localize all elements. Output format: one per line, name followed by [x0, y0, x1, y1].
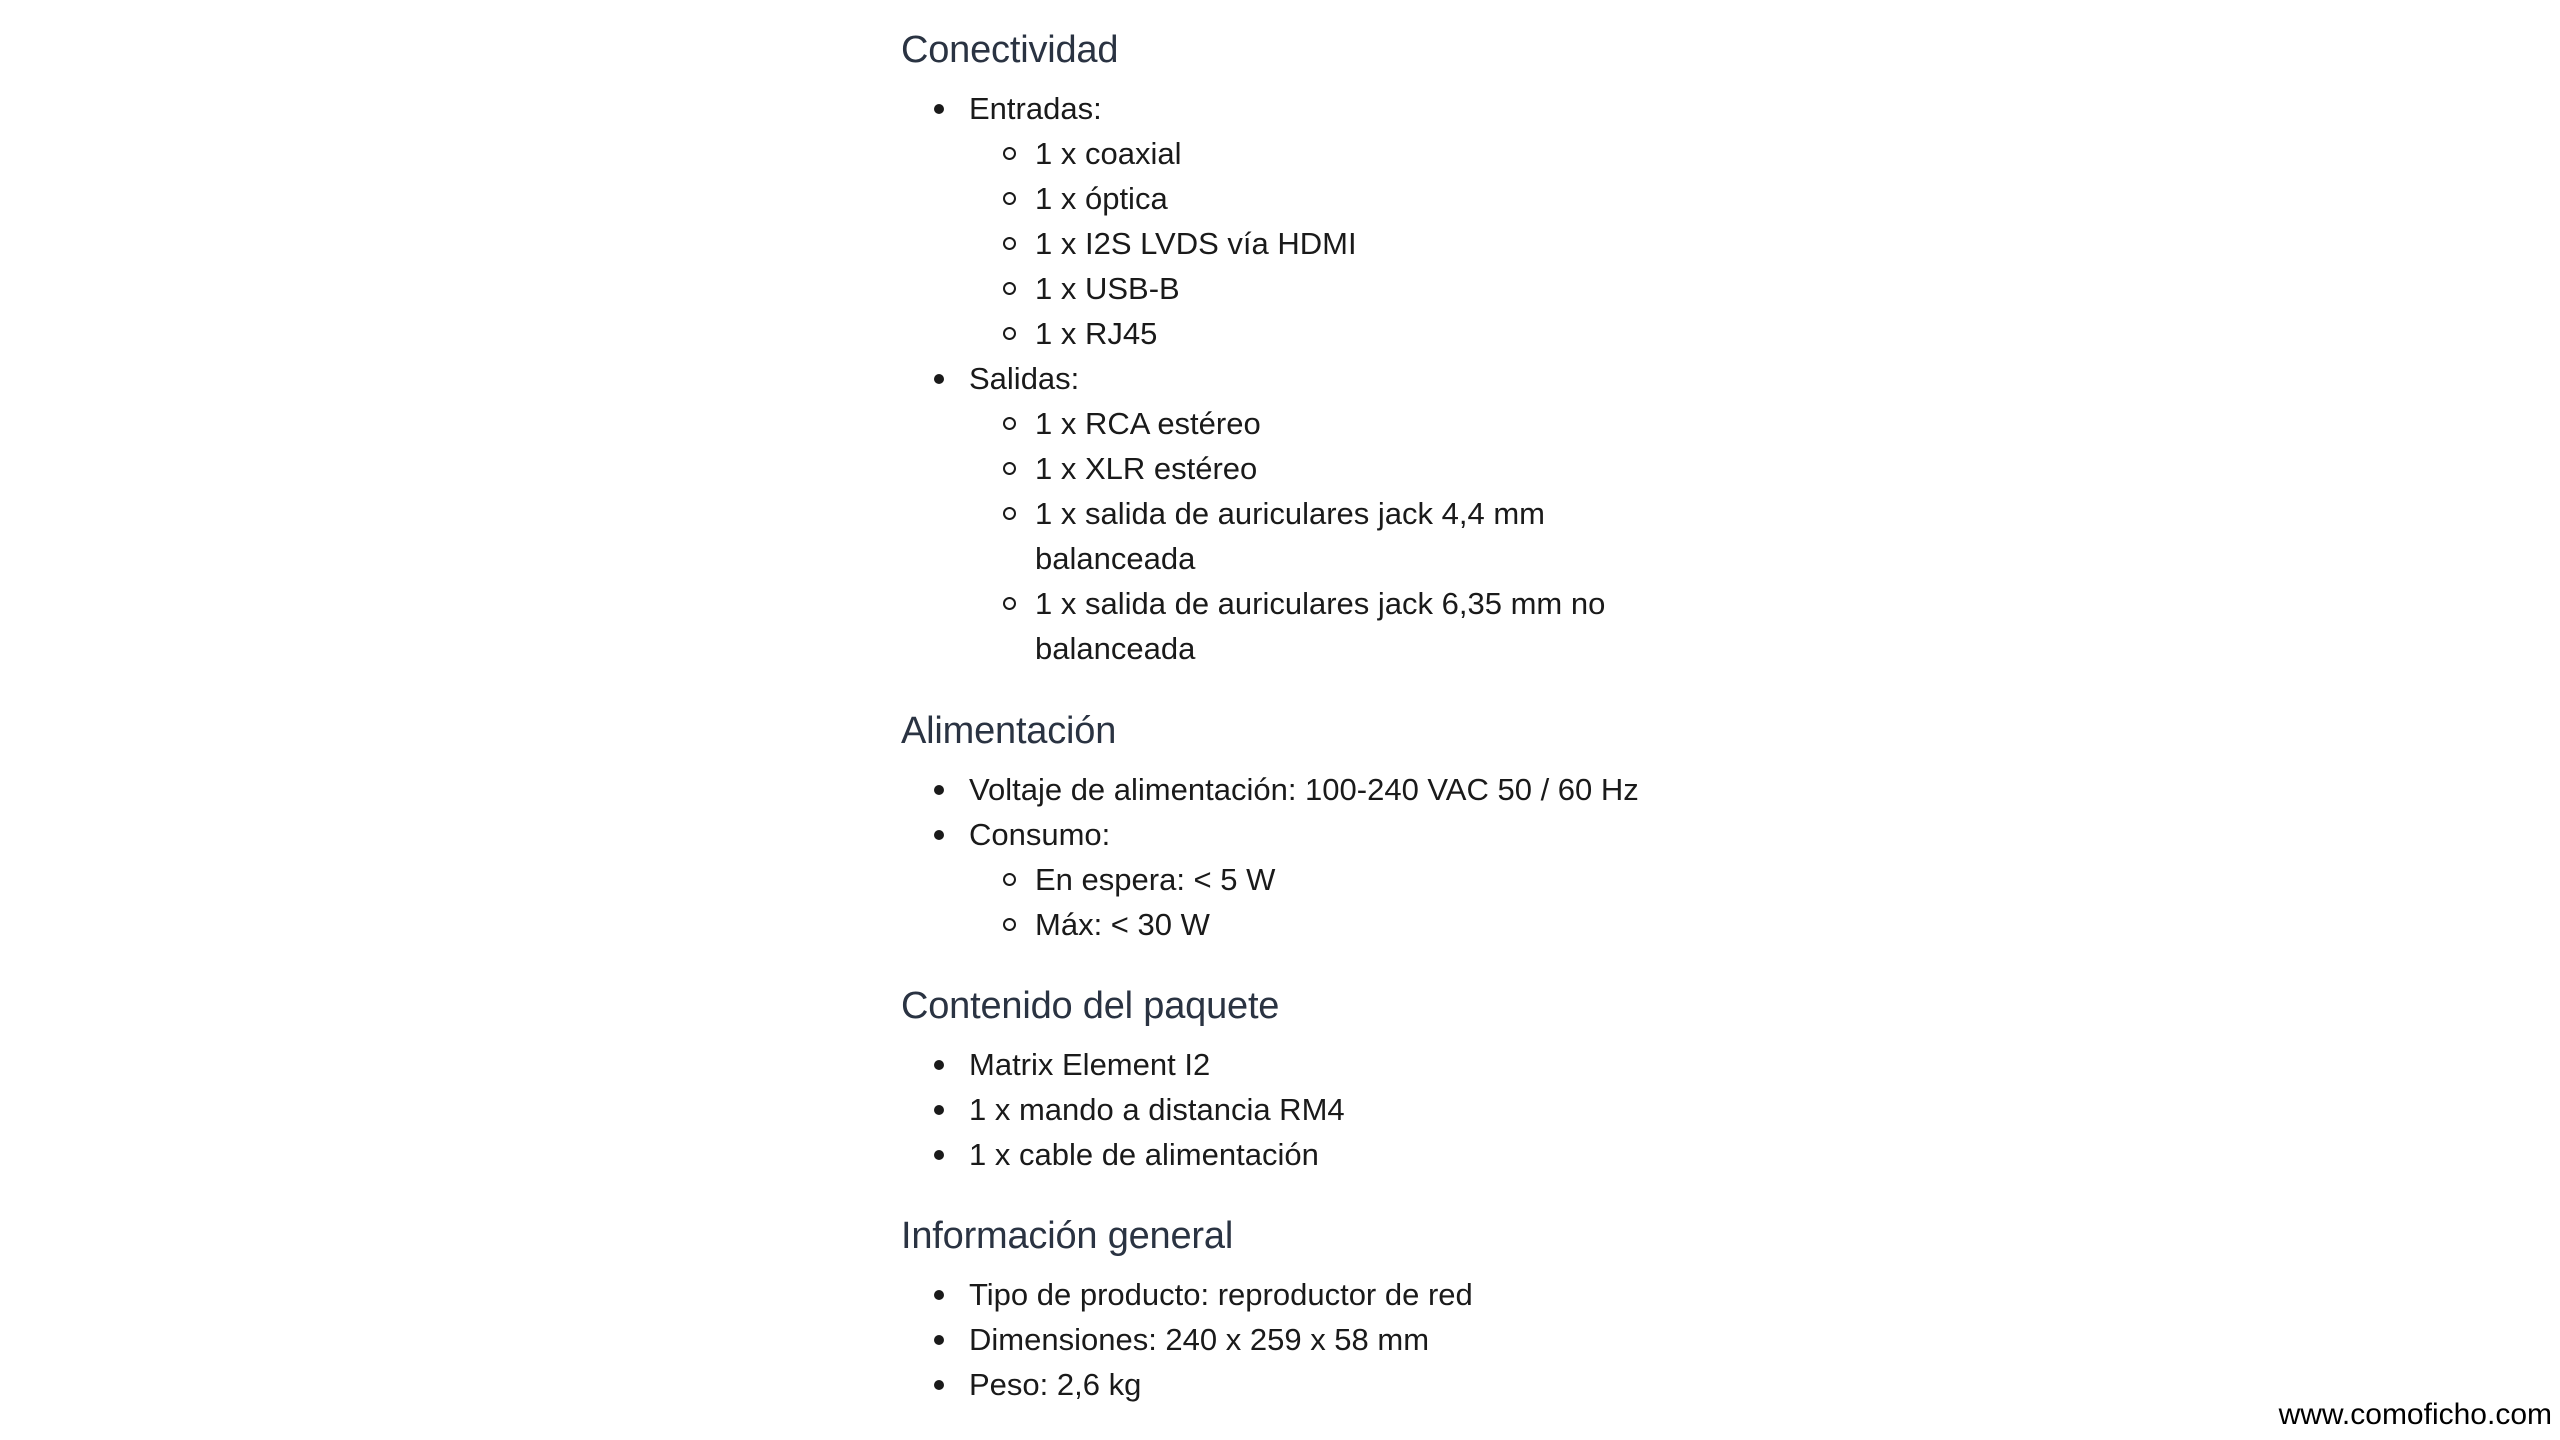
list-item	[901, 356, 1635, 671]
sub-list-item: En espera: < 5 W	[969, 857, 1639, 902]
list-item: Tipo de producto: reproductor de red	[901, 1272, 1473, 1317]
sub-list-item: 1 x salida de auriculares jack 6,35 mm no balanceada	[969, 581, 1635, 671]
list-item	[901, 812, 1639, 947]
section-alimentacion	[901, 707, 1639, 947]
section-title: Contenido del paquete	[901, 985, 1280, 1027]
section-title: Conectividad	[901, 29, 1119, 71]
bullet-list	[901, 1272, 1473, 1407]
sub-list	[969, 401, 1635, 671]
bullet-list	[901, 86, 1635, 671]
sub-list-item: Máx: < 30 W	[969, 902, 1639, 947]
section-contenido-paquete	[901, 982, 1345, 1177]
sub-list-item: 1 x XLR estéreo	[969, 446, 1635, 491]
section-informacion-general	[901, 1212, 1473, 1407]
list-item: Peso: 2,6 kg	[901, 1362, 1473, 1407]
list-item: 1 x mando a distancia RM4	[901, 1087, 1345, 1132]
list-item: Dimensiones: 240 x 259 x 58 mm	[901, 1317, 1473, 1362]
list-item: Voltaje de alimentación: 100-240 VAC 50 / 60 Hz	[901, 767, 1639, 812]
list-item: 1 x cable de alimentación	[901, 1132, 1345, 1177]
list-item-label: Consumo:	[969, 817, 1111, 852]
sub-list-item: 1 x RCA estéreo	[969, 401, 1635, 446]
list-item	[901, 86, 1635, 356]
sub-list-item: 1 x USB-B	[969, 266, 1635, 311]
sub-list-item: 1 x óptica	[969, 176, 1635, 221]
list-item-label: Salidas:	[969, 361, 1080, 396]
list-item-label: Entradas:	[969, 91, 1102, 126]
section-title: Alimentación	[901, 710, 1117, 752]
watermark: www.comoficho.com	[2278, 1398, 2552, 1431]
section-conectividad	[901, 26, 1635, 671]
sub-list-item: 1 x RJ45	[969, 311, 1635, 356]
bullet-list	[901, 1042, 1345, 1177]
sub-list-item: 1 x coaxial	[969, 131, 1635, 176]
sub-list-item: 1 x salida de auriculares jack 4,4 mm balanceada	[969, 491, 1595, 581]
section-title: Información general	[901, 1215, 1234, 1257]
sub-list	[969, 131, 1635, 356]
bullet-list	[901, 767, 1639, 947]
list-item: Matrix Element I2	[901, 1042, 1345, 1087]
sub-list	[969, 857, 1639, 947]
sub-list-item: 1 x I2S LVDS vía HDMI	[969, 221, 1635, 266]
